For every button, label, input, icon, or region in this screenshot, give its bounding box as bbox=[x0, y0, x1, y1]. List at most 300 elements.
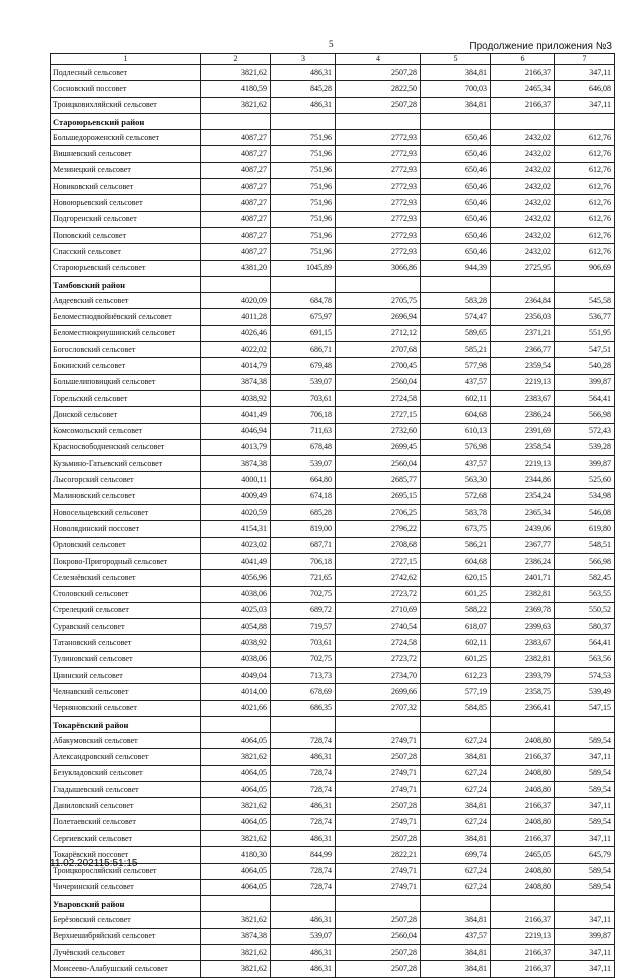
table-row bbox=[51, 488, 615, 504]
value-cell: 2366,77 bbox=[491, 342, 555, 358]
settlement-name: Подлесный сельсовет bbox=[51, 65, 201, 81]
table-row bbox=[51, 782, 615, 798]
value-cell: 2166,37 bbox=[491, 97, 555, 113]
value-cell: 612,76 bbox=[555, 195, 615, 211]
settlement-name: Малиновский сельсовет bbox=[51, 488, 201, 504]
value-cell: 650,46 bbox=[421, 227, 491, 243]
settlement-name: Цнинский сельсовет bbox=[51, 667, 201, 683]
value-cell: 399,87 bbox=[555, 374, 615, 390]
settlement-name: Новиковский сельсовет bbox=[51, 179, 201, 195]
value-cell: 2742,62 bbox=[336, 570, 421, 586]
value-cell: 384,81 bbox=[421, 798, 491, 814]
value-cell: 2507,28 bbox=[336, 97, 421, 113]
value-cell bbox=[336, 113, 421, 129]
value-cell: 3874,38 bbox=[201, 456, 271, 472]
table-row bbox=[51, 65, 615, 81]
table-row bbox=[51, 211, 615, 227]
value-cell: 751,96 bbox=[271, 162, 336, 178]
value-cell bbox=[421, 896, 491, 912]
value-cell: 486,31 bbox=[271, 945, 336, 961]
value-cell: 2371,21 bbox=[491, 325, 555, 341]
value-cell: 548,51 bbox=[555, 537, 615, 553]
value-cell: 4180,59 bbox=[201, 81, 271, 97]
value-cell: 4087,27 bbox=[201, 179, 271, 195]
settlement-name: Полетаевский сельсовет bbox=[51, 814, 201, 830]
region-header-row bbox=[51, 716, 615, 732]
value-cell: 2408,80 bbox=[491, 733, 555, 749]
settlement-name: Лучёвский сельсовет bbox=[51, 945, 201, 961]
value-cell: 539,28 bbox=[555, 439, 615, 455]
value-cell: 486,31 bbox=[271, 65, 336, 81]
value-cell: 612,76 bbox=[555, 244, 615, 260]
settlement-name: Абакумовский сельсовет bbox=[51, 733, 201, 749]
value-cell: 3821,62 bbox=[201, 961, 271, 977]
value-cell bbox=[491, 276, 555, 292]
value-cell: 384,81 bbox=[421, 912, 491, 928]
value-cell: 627,24 bbox=[421, 863, 491, 879]
value-cell: 702,75 bbox=[271, 651, 336, 667]
value-cell bbox=[201, 276, 271, 292]
value-cell: 700,03 bbox=[421, 81, 491, 97]
value-cell: 2507,28 bbox=[336, 65, 421, 81]
value-cell: 2740,54 bbox=[336, 619, 421, 635]
value-cell: 751,96 bbox=[271, 195, 336, 211]
value-cell: 2699,66 bbox=[336, 684, 421, 700]
value-cell bbox=[555, 896, 615, 912]
value-cell: 2707,32 bbox=[336, 700, 421, 716]
value-cell: 678,48 bbox=[271, 439, 336, 455]
value-cell: 572,68 bbox=[421, 488, 491, 504]
settlement-name: Подгоренский сельсовет bbox=[51, 211, 201, 227]
settlement-name: Новосельцевский сельсовет bbox=[51, 505, 201, 521]
table-row bbox=[51, 553, 615, 569]
value-cell: 721,65 bbox=[271, 570, 336, 586]
value-cell: 627,24 bbox=[421, 733, 491, 749]
value-cell bbox=[201, 716, 271, 732]
value-cell: 2391,69 bbox=[491, 423, 555, 439]
value-cell: 486,31 bbox=[271, 749, 336, 765]
value-cell: 4038,06 bbox=[201, 651, 271, 667]
value-cell: 566,98 bbox=[555, 407, 615, 423]
value-cell: 751,96 bbox=[271, 179, 336, 195]
table-row bbox=[51, 961, 615, 977]
value-cell: 610,13 bbox=[421, 423, 491, 439]
settlement-name: Беломестнодвойнёвский сельсовет bbox=[51, 309, 201, 325]
value-cell: 4022,02 bbox=[201, 342, 271, 358]
value-cell: 589,54 bbox=[555, 765, 615, 781]
settlement-name: Берёзовский сельсовет bbox=[51, 912, 201, 928]
table-row bbox=[51, 179, 615, 195]
value-cell: 4054,88 bbox=[201, 619, 271, 635]
value-cell: 545,58 bbox=[555, 293, 615, 309]
value-cell: 601,25 bbox=[421, 651, 491, 667]
value-cell: 650,46 bbox=[421, 244, 491, 260]
value-cell: 2386,24 bbox=[491, 407, 555, 423]
value-cell: 687,71 bbox=[271, 537, 336, 553]
value-cell: 2382,81 bbox=[491, 651, 555, 667]
value-cell: 4087,27 bbox=[201, 195, 271, 211]
settlement-name: Тулиновский сельсовет bbox=[51, 651, 201, 667]
value-cell: 4087,27 bbox=[201, 211, 271, 227]
value-cell: 650,46 bbox=[421, 179, 491, 195]
value-cell: 2772,93 bbox=[336, 211, 421, 227]
value-cell: 2724,58 bbox=[336, 635, 421, 651]
value-cell: 4038,06 bbox=[201, 586, 271, 602]
table-row bbox=[51, 227, 615, 243]
value-cell: 627,24 bbox=[421, 782, 491, 798]
value-cell: 589,54 bbox=[555, 814, 615, 830]
table-row bbox=[51, 667, 615, 683]
table-row bbox=[51, 928, 615, 944]
value-cell: 650,46 bbox=[421, 162, 491, 178]
region-name: Староюрьевский район bbox=[51, 113, 201, 129]
table-row bbox=[51, 472, 615, 488]
value-cell bbox=[421, 716, 491, 732]
value-cell: 347,11 bbox=[555, 65, 615, 81]
value-cell: 486,31 bbox=[271, 97, 336, 113]
column-header: 2 bbox=[201, 54, 271, 65]
value-cell: 751,96 bbox=[271, 244, 336, 260]
value-cell: 564,41 bbox=[555, 635, 615, 651]
table-row bbox=[51, 635, 615, 651]
table-row bbox=[51, 684, 615, 700]
value-cell: 2369,78 bbox=[491, 602, 555, 618]
value-cell: 384,81 bbox=[421, 961, 491, 977]
value-cell: 2166,37 bbox=[491, 830, 555, 846]
value-cell: 2723,72 bbox=[336, 586, 421, 602]
value-cell bbox=[271, 896, 336, 912]
value-cell: 646,08 bbox=[555, 81, 615, 97]
value-cell: 2560,04 bbox=[336, 456, 421, 472]
value-cell: 546,08 bbox=[555, 505, 615, 521]
value-cell: 486,31 bbox=[271, 912, 336, 928]
region-header-row bbox=[51, 896, 615, 912]
value-cell: 4087,27 bbox=[201, 130, 271, 146]
table-row bbox=[51, 162, 615, 178]
value-cell: 2166,37 bbox=[491, 65, 555, 81]
value-cell: 2560,04 bbox=[336, 928, 421, 944]
value-cell: 2822,21 bbox=[336, 847, 421, 863]
value-cell: 572,43 bbox=[555, 423, 615, 439]
region-name: Токарёвский район bbox=[51, 716, 201, 732]
value-cell: 4064,05 bbox=[201, 814, 271, 830]
value-cell: 2772,93 bbox=[336, 162, 421, 178]
table-row bbox=[51, 912, 615, 928]
value-cell: 589,54 bbox=[555, 733, 615, 749]
settlement-name: Моисеево-Алабушский сельсовет bbox=[51, 961, 201, 977]
value-cell: 486,31 bbox=[271, 830, 336, 846]
value-cell: 2732,60 bbox=[336, 423, 421, 439]
value-cell: 675,97 bbox=[271, 309, 336, 325]
table-row bbox=[51, 505, 615, 521]
value-cell: 2712,12 bbox=[336, 325, 421, 341]
settlement-name: Стрелецкий сельсовет bbox=[51, 602, 201, 618]
table-row bbox=[51, 146, 615, 162]
value-cell: 588,22 bbox=[421, 602, 491, 618]
value-cell: 4154,31 bbox=[201, 521, 271, 537]
value-cell: 2166,37 bbox=[491, 912, 555, 928]
value-cell: 582,45 bbox=[555, 570, 615, 586]
table-row bbox=[51, 293, 615, 309]
value-cell: 563,55 bbox=[555, 586, 615, 602]
value-cell: 550,52 bbox=[555, 602, 615, 618]
value-cell: 347,11 bbox=[555, 798, 615, 814]
region-header-row bbox=[51, 113, 615, 129]
value-cell: 4021,66 bbox=[201, 700, 271, 716]
value-cell: 2367,77 bbox=[491, 537, 555, 553]
value-cell: 645,79 bbox=[555, 847, 615, 863]
table-row bbox=[51, 814, 615, 830]
value-cell: 384,81 bbox=[421, 65, 491, 81]
value-cell: 4000,11 bbox=[201, 472, 271, 488]
value-cell: 2772,93 bbox=[336, 146, 421, 162]
column-header: 3 bbox=[271, 54, 336, 65]
table-row bbox=[51, 586, 615, 602]
value-cell: 2749,71 bbox=[336, 765, 421, 781]
value-cell: 691,15 bbox=[271, 325, 336, 341]
value-cell: 4041,49 bbox=[201, 553, 271, 569]
value-cell bbox=[555, 113, 615, 129]
value-cell: 618,07 bbox=[421, 619, 491, 635]
value-cell: 604,68 bbox=[421, 407, 491, 423]
settlement-name: Новолядинский поссовет bbox=[51, 521, 201, 537]
value-cell: 4381,20 bbox=[201, 260, 271, 276]
value-cell: 612,76 bbox=[555, 211, 615, 227]
column-header: 1 bbox=[51, 54, 201, 65]
table-row bbox=[51, 570, 615, 586]
value-cell: 2710,69 bbox=[336, 602, 421, 618]
value-cell: 347,11 bbox=[555, 830, 615, 846]
value-cell: 703,61 bbox=[271, 390, 336, 406]
value-cell: 566,98 bbox=[555, 553, 615, 569]
settlement-name: Красносвободненский сельсовет bbox=[51, 439, 201, 455]
value-cell bbox=[336, 716, 421, 732]
value-cell: 664,80 bbox=[271, 472, 336, 488]
value-cell: 2408,80 bbox=[491, 863, 555, 879]
value-cell: 699,74 bbox=[421, 847, 491, 863]
value-cell: 2219,13 bbox=[491, 374, 555, 390]
value-cell: 719,57 bbox=[271, 619, 336, 635]
value-cell: 539,07 bbox=[271, 456, 336, 472]
value-cell: 612,76 bbox=[555, 179, 615, 195]
value-cell: 347,11 bbox=[555, 961, 615, 977]
table-row bbox=[51, 879, 615, 895]
value-cell: 589,54 bbox=[555, 863, 615, 879]
value-cell: 3821,62 bbox=[201, 945, 271, 961]
settlement-name: Безукладовский сельсовет bbox=[51, 765, 201, 781]
value-cell: 2166,37 bbox=[491, 961, 555, 977]
value-cell: 4087,27 bbox=[201, 146, 271, 162]
value-cell bbox=[271, 716, 336, 732]
value-cell: 2695,15 bbox=[336, 488, 421, 504]
value-cell: 2408,80 bbox=[491, 879, 555, 895]
settlement-name: Бокинский сельсовет bbox=[51, 358, 201, 374]
value-cell: 4064,05 bbox=[201, 863, 271, 879]
value-cell: 4020,09 bbox=[201, 293, 271, 309]
value-cell: 437,57 bbox=[421, 456, 491, 472]
value-cell: 347,11 bbox=[555, 945, 615, 961]
settlement-name: Лысогорский сельсовет bbox=[51, 472, 201, 488]
region-name: Уваровский район bbox=[51, 896, 201, 912]
value-cell: 2706,25 bbox=[336, 505, 421, 521]
value-cell: 574,47 bbox=[421, 309, 491, 325]
value-cell: 3874,38 bbox=[201, 374, 271, 390]
value-cell: 2705,75 bbox=[336, 293, 421, 309]
value-cell: 589,65 bbox=[421, 325, 491, 341]
value-cell: 728,74 bbox=[271, 782, 336, 798]
data-table bbox=[50, 53, 615, 978]
value-cell: 2507,28 bbox=[336, 912, 421, 928]
settlement-name: Вишневский сельсовет bbox=[51, 146, 201, 162]
value-cell: 2507,28 bbox=[336, 798, 421, 814]
value-cell: 4026,46 bbox=[201, 325, 271, 341]
value-cell: 583,28 bbox=[421, 293, 491, 309]
value-cell: 1045,89 bbox=[271, 260, 336, 276]
value-cell: 2507,28 bbox=[336, 830, 421, 846]
value-cell: 684,78 bbox=[271, 293, 336, 309]
table-row bbox=[51, 749, 615, 765]
value-cell: 2386,24 bbox=[491, 553, 555, 569]
value-cell: 347,11 bbox=[555, 749, 615, 765]
value-cell: 601,25 bbox=[421, 586, 491, 602]
value-cell: 539,07 bbox=[271, 374, 336, 390]
value-cell: 2393,79 bbox=[491, 667, 555, 683]
settlement-name: Староюрьевский сельсовет bbox=[51, 260, 201, 276]
value-cell: 2724,58 bbox=[336, 390, 421, 406]
value-cell bbox=[271, 276, 336, 292]
value-cell: 539,49 bbox=[555, 684, 615, 700]
value-cell: 620,15 bbox=[421, 570, 491, 586]
value-cell: 678,69 bbox=[271, 684, 336, 700]
value-cell: 844,99 bbox=[271, 847, 336, 863]
value-cell: 3821,62 bbox=[201, 912, 271, 928]
table-row bbox=[51, 374, 615, 390]
settlement-name: Гладышевский сельсовет bbox=[51, 782, 201, 798]
value-cell: 2432,02 bbox=[491, 146, 555, 162]
value-cell: 2507,28 bbox=[336, 945, 421, 961]
settlement-name: Мезинецкий сельсовет bbox=[51, 162, 201, 178]
settlement-name: Сергиевский сельсовет bbox=[51, 830, 201, 846]
value-cell: 2382,81 bbox=[491, 586, 555, 602]
value-cell: 679,48 bbox=[271, 358, 336, 374]
settlement-name: Донской сельсовет bbox=[51, 407, 201, 423]
region-header-row bbox=[51, 276, 615, 292]
table-row bbox=[51, 97, 615, 113]
value-cell: 650,46 bbox=[421, 211, 491, 227]
value-cell: 2727,15 bbox=[336, 407, 421, 423]
value-cell: 845,28 bbox=[271, 81, 336, 97]
settlement-name: Суравский сельсовет bbox=[51, 619, 201, 635]
value-cell: 384,81 bbox=[421, 945, 491, 961]
footer-timestamp: 11.02.202115:51:15 bbox=[50, 858, 138, 869]
value-cell: 586,21 bbox=[421, 537, 491, 553]
value-cell: 728,74 bbox=[271, 733, 336, 749]
value-cell: 583,78 bbox=[421, 505, 491, 521]
table-row bbox=[51, 260, 615, 276]
value-cell: 702,75 bbox=[271, 586, 336, 602]
table-row bbox=[51, 456, 615, 472]
table-row bbox=[51, 830, 615, 846]
settlement-name: Беломестнокриушинский сельсовет bbox=[51, 325, 201, 341]
table-row bbox=[51, 195, 615, 211]
settlement-name: Орловский сельсовет bbox=[51, 537, 201, 553]
value-cell: 2772,93 bbox=[336, 195, 421, 211]
value-cell: 2354,24 bbox=[491, 488, 555, 504]
value-cell: 2399,63 bbox=[491, 619, 555, 635]
value-cell: 4064,05 bbox=[201, 782, 271, 798]
value-cell: 706,18 bbox=[271, 407, 336, 423]
table-row bbox=[51, 81, 615, 97]
table-row bbox=[51, 130, 615, 146]
value-cell: 3066,86 bbox=[336, 260, 421, 276]
value-cell bbox=[555, 276, 615, 292]
value-cell: 650,46 bbox=[421, 130, 491, 146]
value-cell: 4014,00 bbox=[201, 684, 271, 700]
value-cell: 4049,04 bbox=[201, 667, 271, 683]
value-cell: 2749,71 bbox=[336, 733, 421, 749]
value-cell: 3821,62 bbox=[201, 97, 271, 113]
value-cell: 4020,59 bbox=[201, 505, 271, 521]
value-cell: 437,57 bbox=[421, 374, 491, 390]
value-cell: 4064,05 bbox=[201, 879, 271, 895]
value-cell: 627,24 bbox=[421, 765, 491, 781]
value-cell: 384,81 bbox=[421, 97, 491, 113]
column-header: 7 bbox=[555, 54, 615, 65]
table-row bbox=[51, 390, 615, 406]
page-number: 5 bbox=[329, 39, 334, 49]
value-cell: 2383,67 bbox=[491, 635, 555, 651]
value-cell: 685,28 bbox=[271, 505, 336, 521]
value-cell: 2366,41 bbox=[491, 700, 555, 716]
value-cell: 4064,05 bbox=[201, 733, 271, 749]
value-cell: 384,81 bbox=[421, 830, 491, 846]
value-cell: 2772,93 bbox=[336, 244, 421, 260]
value-cell: 604,68 bbox=[421, 553, 491, 569]
value-cell: 486,31 bbox=[271, 961, 336, 977]
value-cell: 2219,13 bbox=[491, 928, 555, 944]
settlement-name: Селезнёвский сельсовет bbox=[51, 570, 201, 586]
value-cell bbox=[201, 113, 271, 129]
value-cell: 2383,67 bbox=[491, 390, 555, 406]
value-cell: 2772,93 bbox=[336, 130, 421, 146]
value-cell: 2432,02 bbox=[491, 179, 555, 195]
table-row bbox=[51, 700, 615, 716]
table-row bbox=[51, 342, 615, 358]
table-row bbox=[51, 423, 615, 439]
value-cell: 4011,28 bbox=[201, 309, 271, 325]
value-cell: 2707,68 bbox=[336, 342, 421, 358]
value-cell: 589,54 bbox=[555, 782, 615, 798]
value-cell: 2723,72 bbox=[336, 651, 421, 667]
value-cell: 2685,77 bbox=[336, 472, 421, 488]
value-cell: 751,96 bbox=[271, 146, 336, 162]
value-cell bbox=[271, 113, 336, 129]
value-cell: 612,76 bbox=[555, 130, 615, 146]
value-cell: 2465,34 bbox=[491, 81, 555, 97]
column-header: 4 bbox=[336, 54, 421, 65]
value-cell: 486,31 bbox=[271, 798, 336, 814]
value-cell: 673,75 bbox=[421, 521, 491, 537]
settlement-name: Большелиповицкий сельсовет bbox=[51, 374, 201, 390]
value-cell: 612,76 bbox=[555, 146, 615, 162]
value-cell: 2358,75 bbox=[491, 684, 555, 700]
value-cell: 711,63 bbox=[271, 423, 336, 439]
table-row bbox=[51, 244, 615, 260]
settlement-name: Чичеринский сельсовет bbox=[51, 879, 201, 895]
table-row bbox=[51, 945, 615, 961]
settlement-name: Комсомольский сельсовет bbox=[51, 423, 201, 439]
value-cell: 2401,71 bbox=[491, 570, 555, 586]
